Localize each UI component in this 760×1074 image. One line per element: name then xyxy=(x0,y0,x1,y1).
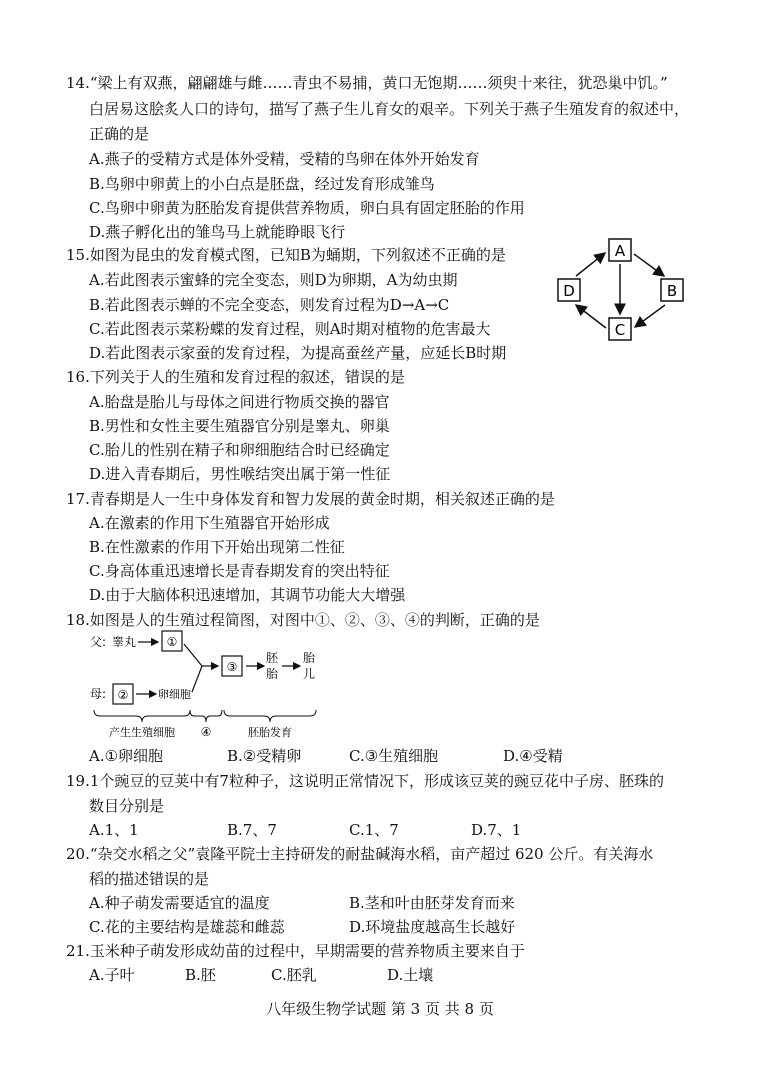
q20-option-a: A.种子萌发需要适宜的温度 xyxy=(89,894,270,912)
q20-option-b: B.茎和叶由胚芽发育而来 xyxy=(349,894,515,912)
q19-option-d: D.7、1 xyxy=(471,821,522,839)
page-footer: 八年级生物学试题 第 3 页 共 8 页 xyxy=(266,1000,494,1018)
mother-label: 母: xyxy=(90,687,107,701)
q17-option-d: D.由于大脑体积迅速增加，其调节功能大大增强 xyxy=(89,586,406,604)
embryo-label-2: 胎 xyxy=(266,667,279,681)
q19-stem-line-1: 19.1个豌豆的豆荚中有7粒种子，这说明正常情况下，形成该豆荚的豌豆花中子房、胚珠的 xyxy=(66,772,664,790)
q14-stem-line-2: 白居易这脍炙人口的诗句，描写了燕子生儿育女的艰辛。下列关于燕子生殖发育的叙述中， xyxy=(89,100,690,118)
q16-option-c: C.胎儿的性别在精子和卵细胞结合时已经确定 xyxy=(89,441,390,459)
q20-stem-line-2: 稻的描述错误的是 xyxy=(89,870,210,888)
q21-option-a: A.子叶 xyxy=(89,966,135,984)
arrow-c-to-d xyxy=(576,305,606,328)
arrow-d-to-a xyxy=(576,253,605,276)
q21-option-d: D.土壤 xyxy=(387,966,434,984)
q21-option-b: B.胚 xyxy=(185,966,216,984)
fetus-label-1: 胎 xyxy=(303,651,316,665)
stage-c-box xyxy=(609,318,631,340)
stage-a-box xyxy=(609,239,631,261)
q19-option-c: C.1、7 xyxy=(349,821,399,839)
q18-option-c: C.③生殖细胞 xyxy=(349,747,439,765)
stage-b-box xyxy=(661,279,683,301)
q18-stem: 18.如图是人的生殖过程简图，对图中①、②、③、④的判断，正确的是 xyxy=(66,611,540,629)
q15-option-d: D.若此图表示家蚕的发育过程，为提高蚕丝产量，应延长B时期 xyxy=(89,344,507,362)
testis-label: 睾丸 xyxy=(112,635,137,649)
father-label: 父: xyxy=(90,635,107,649)
brace-label-gamete: 产生生殖细胞 xyxy=(109,726,175,739)
q14-option-c: C.鸟卵中卵黄为胚胎发育提供营养物质，卵白具有固定胚胎的作用 xyxy=(89,199,525,217)
box-3-label: ③ xyxy=(226,660,238,674)
egg-label: 卵细胞 xyxy=(158,688,191,701)
q14-option-d: D.燕子孵化出的雏鸟马上就能睁眼飞行 xyxy=(89,223,346,241)
insect-development-diagram xyxy=(552,232,700,350)
q16-option-b: B.男性和女性主要生殖器官分别是睾丸、卵巢 xyxy=(89,417,390,435)
fetus-label-2: 儿 xyxy=(303,667,316,681)
q18-option-a: A.①卵细胞 xyxy=(89,747,164,765)
q19-option-b: B.7、7 xyxy=(227,821,277,839)
brace-label-embryo: 胚胎发育 xyxy=(248,726,292,739)
arrow-b-to-c xyxy=(635,305,665,327)
q21-option-c: C.胚乳 xyxy=(271,966,317,984)
q14-option-b: B.鸟卵中卵黄上的小白点是胚盘，经过发育形成雏鸟 xyxy=(89,175,435,193)
q15-stem: 15.如图为昆虫的发育模式图，已知B为蛹期，下列叙述不正确的是 xyxy=(66,246,506,264)
q16-option-a: A.胎盘是胎儿与母体之间进行物质交换的器官 xyxy=(89,393,390,411)
q15-option-a: A.若此图表示蜜蜂的完全变态，则D为卵期，A为幼虫期 xyxy=(89,271,458,289)
brace-label-4: ④ xyxy=(200,725,212,739)
embryo-label-1: 胚 xyxy=(266,651,279,665)
q20-stem-line-1: 20.“杂交水稻之父”袁隆平院士主持研发的耐盐碱海水稻，亩产超过 620 公斤。有关海水 xyxy=(66,845,654,863)
q15-option-c: C.若此图表示菜粉蝶的发育过程，则A时期对植物的危害最大 xyxy=(89,320,491,338)
q16-stem: 16.下列关于人的生殖和发育过程的叙述，错误的是 xyxy=(66,368,405,386)
stage-d-box xyxy=(558,279,580,301)
stage-a-label: A xyxy=(614,242,626,260)
q18-option-d: D.④受精 xyxy=(503,747,563,765)
q14-option-a: A.燕子的受精方式是体外受精，受精的鸟卵在体外开始发育 xyxy=(89,150,480,168)
q14-stem-line-1: 14.“梁上有双燕，翩翩雄与雌……青虫不易捕，黄口无饱期……须臾十来往，犹恐巢中饥。” xyxy=(66,74,668,92)
stage-c-label: C xyxy=(614,321,626,339)
q18-option-b: B.②受精卵 xyxy=(227,747,302,765)
q19-stem-line-2: 数目分别是 xyxy=(89,797,165,815)
arrow-a-to-b xyxy=(634,254,664,276)
q17-option-c: C.身高体重迅速增长是青春期发育的突出特征 xyxy=(89,562,390,580)
stage-b-label: B xyxy=(666,282,678,300)
q21-stem: 21.玉米种子萌发形成幼苗的过程中，早期需要的营养物质主要来自于 xyxy=(66,942,525,960)
box-2-label: ② xyxy=(117,688,129,702)
q16-option-d: D.进入青春期后，男性喉结突出属于第一性征 xyxy=(89,465,391,483)
reproduction-process-diagram xyxy=(86,626,336,742)
q14-stem-line-3: 正确的是 xyxy=(89,125,150,143)
q15-option-b: B.若此图表示蝉的不完全变态，则发育过程为D→A→C xyxy=(89,296,450,314)
q20-option-d: D.环境盐度越高生长越好 xyxy=(349,918,516,936)
q19-option-a: A.1、1 xyxy=(89,821,139,839)
q17-stem: 17.青春期是人一生中身体发育和智力发展的黄金时期，相关叙述正确的是 xyxy=(66,490,555,508)
q20-option-c: C.花的主要结构是雄蕊和雌蕊 xyxy=(89,918,285,936)
q17-option-b: B.在性激素的作用下开始出现第二性征 xyxy=(89,538,345,556)
box-1-label: ① xyxy=(166,635,178,649)
stage-d-label: D xyxy=(563,282,575,300)
q17-option-a: A.在激素的作用下生殖器官开始形成 xyxy=(89,514,330,532)
